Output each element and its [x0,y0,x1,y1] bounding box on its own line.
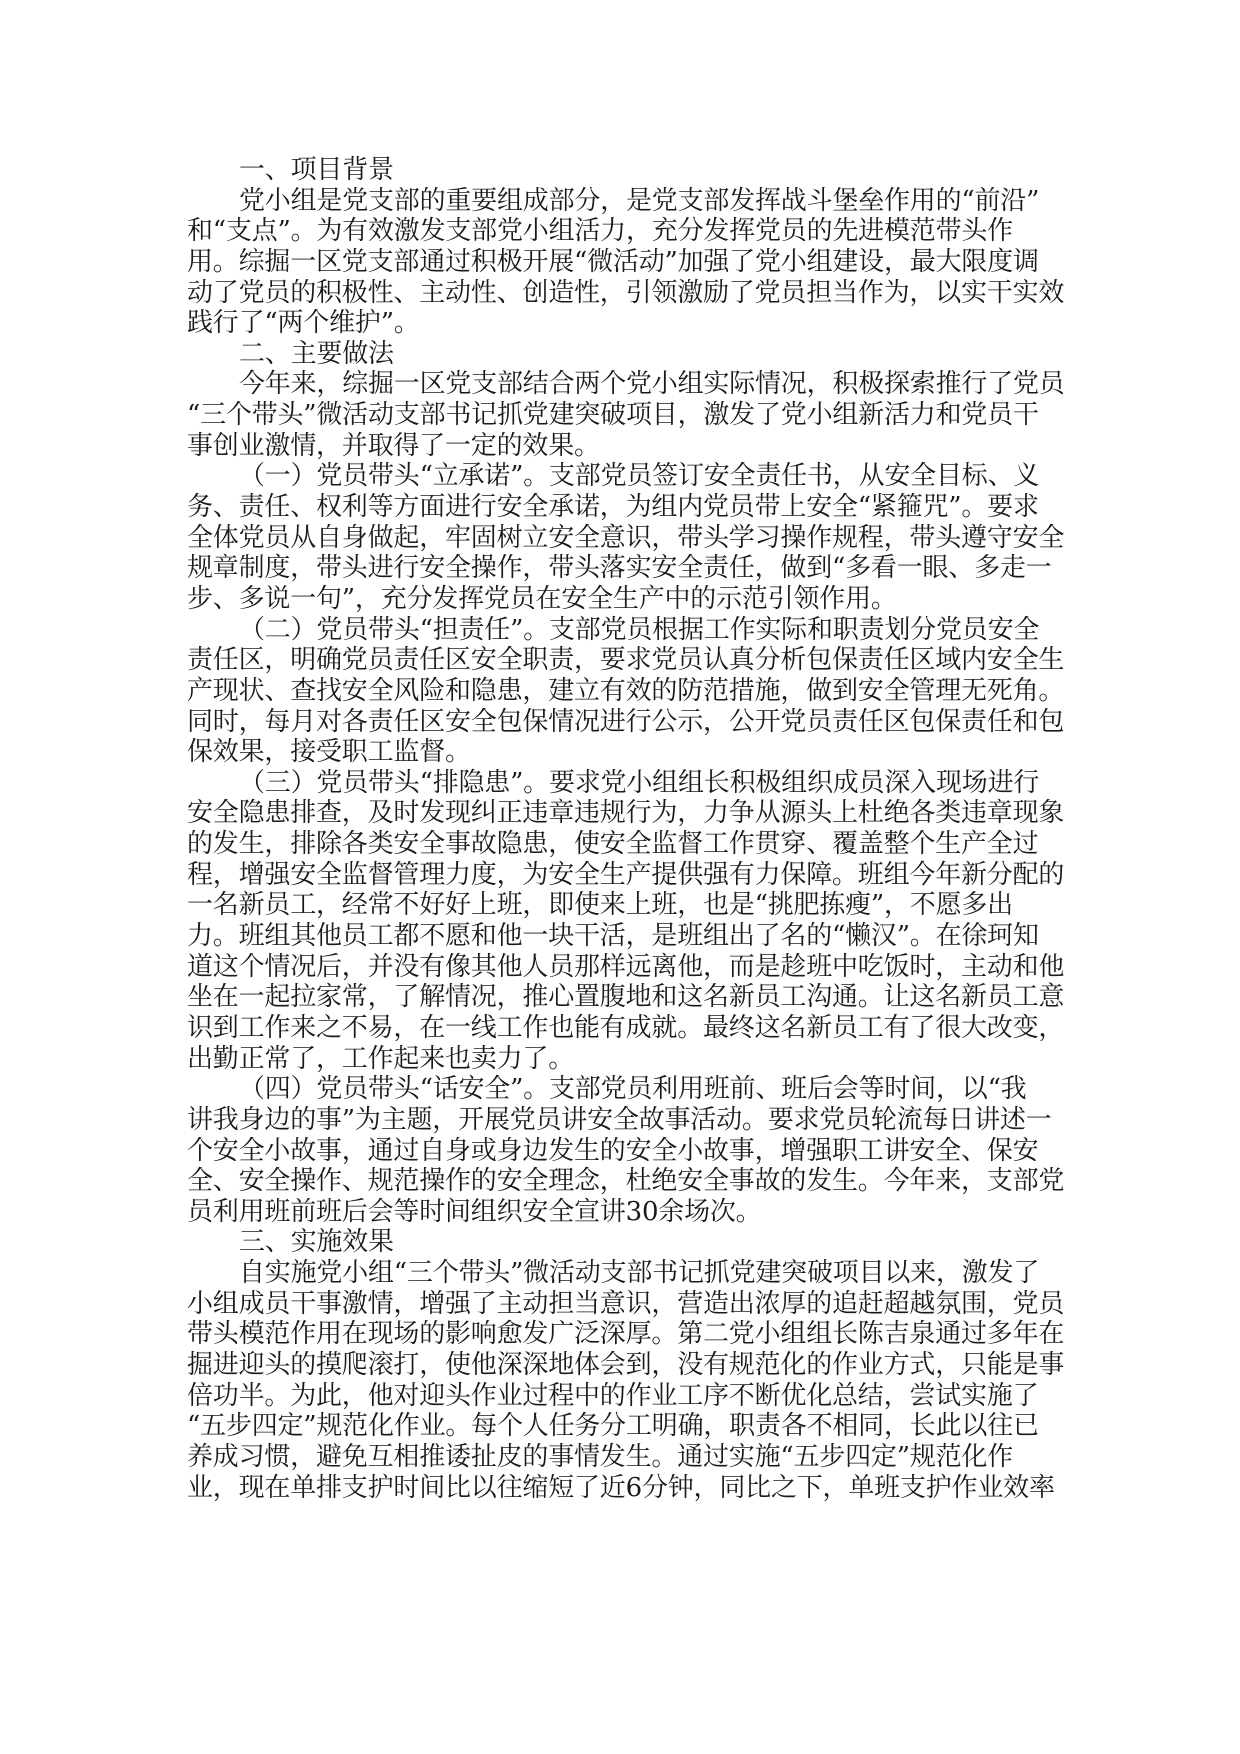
paragraph [187,185,1065,339]
text-line: 识到工作来之不易，在一线工作也能有成就。最终这名新员工有了很大改变， [187,1012,1065,1043]
text-line: 践行了“两个维护”。 [187,308,420,339]
text-line: 一名新员工，经常不好好上班，即使来上班，也是“挑肥拣瘦”，不愿多出 [187,890,1013,921]
text-line: 党小组是党支部的重要组成部分，是党支部发挥战斗堡垒作用的“前沿” [239,185,1040,216]
text-line: 事创业激情，并取得了一定的效果。 [187,430,600,461]
text-line: 务、责任、权利等方面进行安全承诺，为组内党员带上安全“紧箍咒”。要求 [187,492,1039,523]
text-line: 业，现在单排支护时间比以往缩短了近6分钟，同比之下，单班支护作业效率 [187,1472,1055,1503]
text-line: 全体党员从自身做起，牢固树立安全意识，带头学习操作规程，带头遵守安全 [187,522,1065,553]
text-line: 今年来，综掘一区党支部结合两个党小组实际情况，积极探索推行了党员 [239,369,1065,400]
section-heading: 三、实施效果 [239,1227,394,1258]
section-heading: 一、项目背景 [239,155,394,185]
text-line: （四）党员带头“话安全”。支部党员利用班前、班后会等时间，以“我 [239,1074,1027,1105]
text-line: 程，增强安全监督管理力度，为安全生产提供强有力保障。班组今年新分配的 [187,859,1065,890]
text-line: 养成习惯，避免互相推诿扯皮的事情发生。通过实施“五步四定”规范化作 [187,1441,1013,1472]
text-line: 步、多说一句”，充分发挥党员在安全生产中的示范引领作用。 [187,583,897,614]
text-line: 出勤正常了，工作起来也卖力了。 [187,1043,575,1074]
paragraph [187,1074,1065,1227]
text-line: 小组成员干事激情，增强了主动担当意识，营造出浓厚的追赶超越氛围，党员 [187,1288,1065,1319]
text-line: 安全隐患排查，及时发现纠正违章违规行为，力争从源头上杜绝各类违章现象 [187,798,1065,829]
document-page [187,155,1065,1503]
text-line: 动了党员的积极性、主动性、创造性，引领激励了党员担当作为，以实干实效 [187,277,1065,308]
paragraph [187,1258,1065,1503]
text-line: 个安全小故事，通过自身或身边发生的安全小故事，增强职工讲安全、保安 [187,1135,1039,1166]
text-line: 倍功半。为此，他对迎头作业过程中的作业工序不断优化总结，尝试实施了 [187,1380,1039,1411]
paragraph [187,614,1065,768]
text-line: 力。班组其他员工都不愿和他一块干活，是班组出了名的“懒汉”。在徐珂知 [187,921,1039,952]
text-line: 坐在一起拉家常，了解情况，推心置腹地和这名新员工沟通。让这名新员工意 [187,982,1065,1013]
text-line: “三个带头”微活动支部书记抓党建突破项目，激发了党小组新活力和党员干 [187,400,1039,431]
text-line: “五步四定”规范化作业。每个人任务分工明确，职责各不相同，长此以往已 [187,1411,1039,1442]
text-line: 全、安全操作、规范操作的安全理念，杜绝安全事故的发生。今年来，支部党 [187,1166,1065,1197]
text-line: 责任区，明确党员责任区安全职责，要求党员认真分析包保责任区域内安全生 [187,645,1065,676]
text-line: 自实施党小组“三个带头”微活动支部书记抓党建突破项目以来，激发了 [239,1258,1040,1289]
text-line: 同时，每月对各责任区安全包保情况进行公示，公开党员责任区包保责任和包 [187,706,1065,737]
text-line: 用。综掘一区党支部通过积极开展“微活动”加强了党小组建设，最大限度调 [187,246,1039,277]
paragraph [187,767,1065,1074]
section-heading: 二、主要做法 [239,338,394,369]
text-line: 道这个情况后，并没有像其他人员那样远离他，而是趁班中吃饭时，主动和他 [187,951,1065,982]
text-line: 规章制度，带头进行安全操作，带头落实安全责任，做到“多看一眼、多走一 [187,553,1052,584]
text-line: 掘进迎头的摸爬滚打，使他深深地体会到，没有规范化的作业方式，只能是事 [187,1349,1065,1380]
text-line: 保效果，接受职工监督。 [187,737,471,768]
text-line: 和“支点”。为有效激发支部党小组活力，充分发挥党员的先进模范带头作 [187,216,1013,247]
text-line: 带头模范作用在现场的影响愈发广泛深厚。第二党小组组长陈吉泉通过多年在 [187,1319,1065,1350]
text-line: （一）党员带头“立承诺”。支部党员签订安全责任书，从安全目标、义 [239,461,1040,492]
text-line: 的发生，排除各类安全事故隐患，使安全监督工作贯穿、覆盖整个生产全过 [187,829,1039,860]
paragraph [187,461,1065,614]
text-line: 产现状、查找安全风险和隐患，建立有效的防范措施，做到安全管理无死角。 [187,675,1065,706]
text-line: （三）党员带头“排隐患”。要求党小组组长积极组织成员深入现场进行 [239,767,1040,798]
text-line: 讲我身边的事”为主题，开展党员讲安全故事活动。要求党员轮流每日讲述一 [187,1104,1052,1135]
text-line: （二）党员带头“担责任”。支部党员根据工作实际和职责划分党员安全 [239,614,1040,645]
paragraph [187,369,1065,461]
text-line: 员利用班前班后会等时间组织安全宣讲30余场次。 [187,1196,762,1227]
